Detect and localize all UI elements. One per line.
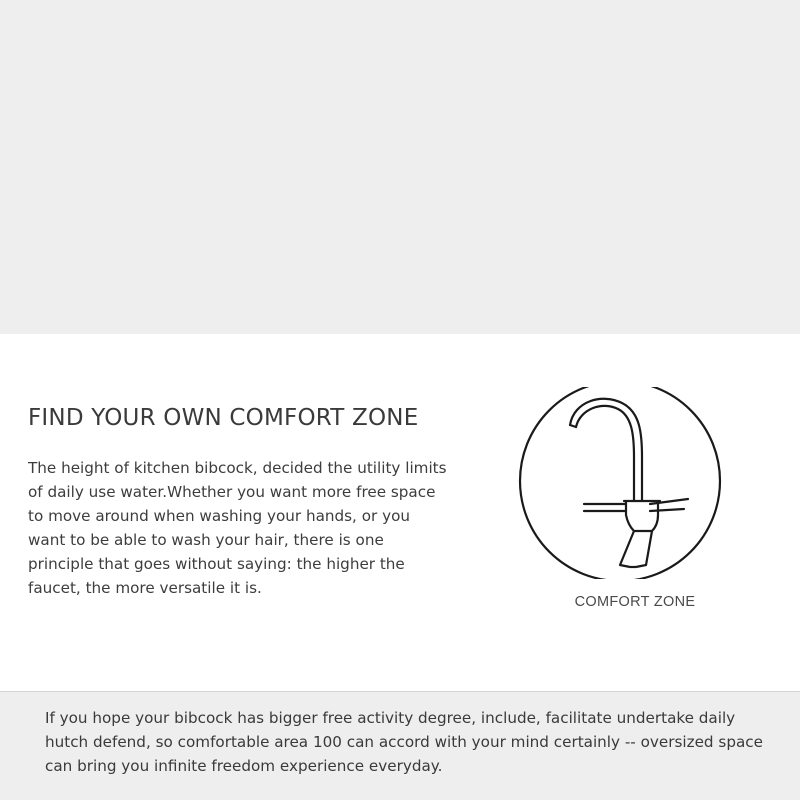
section-description: The height of kitchen bibcock, decided the utility limits of daily use water.Whether you want more free space to move around when washing your hands, or you want to be able to wash your hair, there is one principle that goes without saying: the higher the faucet, the more versatile it is. xyxy=(28,459,447,597)
footer-band xyxy=(0,692,800,800)
blank-image-area xyxy=(0,0,800,334)
faucet-icon xyxy=(518,387,723,579)
comfort-zone-section xyxy=(0,334,800,691)
comfort-zone-caption: COMFORT ZONE xyxy=(574,594,696,610)
section-heading: FIND YOUR OWN COMFORT ZONE xyxy=(28,405,419,431)
footer-text: If you hope your bibcock has bigger free activity degree, include, facilitate undertake daily hutch defend, so comfortable area 100 can accord with your mind certainly -- oversized space can bring you infinite freedom experience everyday. xyxy=(45,709,763,775)
comfort-zone-graphic xyxy=(518,387,723,579)
